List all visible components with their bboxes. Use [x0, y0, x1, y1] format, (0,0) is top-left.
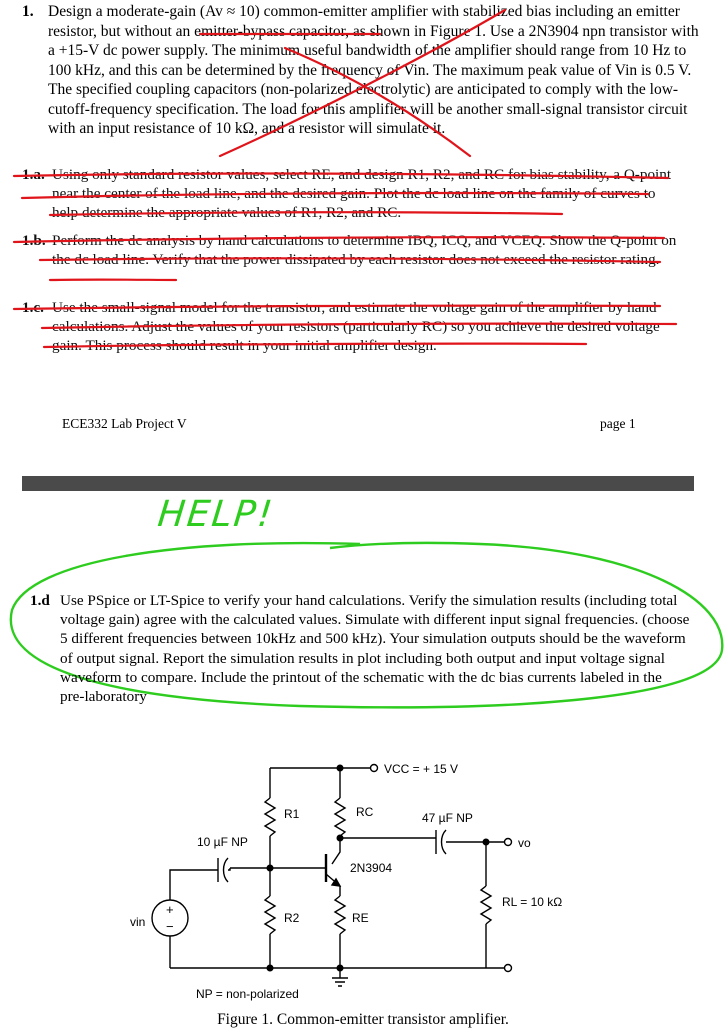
r2-resistor	[265, 896, 275, 934]
cout-right-plate	[442, 830, 447, 854]
subpart-1c-text: Use the small-signal model for the transistor, and estimate the voltage gain of the amplifier by hand calculations. Adjust the values of your resistors (particularly RC) so you achieve the desired voltage gain. This process should result in your initial amplifier design.	[52, 299, 660, 354]
rc-label: RC	[356, 805, 374, 819]
vcc-terminal	[371, 765, 378, 772]
red-strike-1b-line2	[40, 258, 660, 262]
help-handwritten-note: HELP!	[155, 494, 277, 535]
subpart-1d	[30, 591, 690, 706]
figure-caption: Figure 1. Common-emitter transistor amplifier.	[217, 1011, 509, 1028]
rl-label: RL = 10 kΩ	[502, 895, 563, 909]
subpart-1a-label: 1.a.	[22, 166, 45, 183]
node-output	[483, 839, 490, 846]
subpart-1d-text: Use PSpice or LT-Spice to verify your hand calculations. Verify the simulation results (including total voltage gain) agree with the calculated values. Simulate with different input signal frequencies. (choose 5 different frequencies between 10kHz and 500 kHz). Your simulation outputs should be the waveform of output signal. Report the simulation results in plot including both output and input voltage signal waveform to compare. Include the printout of the schematic with the dc bias currents labeled in the pre-laboratory	[60, 592, 690, 706]
node-gnd-r2	[267, 965, 274, 972]
red-strike-1b-line1	[14, 237, 664, 242]
source-minus: −	[166, 919, 174, 934]
red-strike-1a-line3	[50, 212, 562, 215]
r1-resistor	[265, 798, 275, 836]
subpart-1b-label: 1.b.	[22, 232, 46, 249]
red-x-stroke-1	[220, 10, 505, 156]
vo-terminal	[505, 839, 512, 846]
r1-label: R1	[284, 807, 300, 821]
amplifier-schematic	[0, 750, 726, 1010]
subpart-1c-label: 1.c.	[22, 299, 44, 316]
red-strike-1a-line2	[22, 193, 648, 198]
red-strike-1c-line2	[42, 324, 676, 328]
node-vcc-r1	[337, 765, 344, 772]
rl-resistor	[481, 886, 491, 924]
problem-number: 1.	[22, 3, 34, 20]
vo-label: vo	[518, 836, 531, 850]
r2-label: R2	[284, 911, 300, 925]
cout-label: 47 µF NP	[422, 811, 473, 825]
node-base	[267, 865, 274, 872]
page-divider	[22, 476, 694, 491]
vcc-label: VCC = + 15 V	[384, 762, 459, 776]
source-plus: +	[166, 902, 174, 917]
ground-terminal	[505, 965, 512, 972]
re-label: RE	[352, 911, 369, 925]
subpart-1b-text: Perform the dc analysis by hand calculations to determine IBQ, ICQ, and VCEQ. Show the Q-point on the dc load line. Verify that the power dissipated by each resistor does not exceed the resistor rating.	[52, 232, 677, 268]
red-strike-1a-line1	[14, 174, 668, 178]
red-x-stroke-2	[285, 48, 470, 156]
ground-symbol	[332, 978, 348, 986]
np-note: NP = non-polarized	[196, 987, 299, 1001]
footer-page: page 1	[600, 416, 636, 431]
node-collector	[337, 835, 344, 842]
subpart-1a-text: Using only standard resistor values, select RE, and design R1, R2, and RC for bias stability, a Q-point near the center of the load line, and the desired gain. Plot the dc load line on the family of curves to help determine the appropriate values of R1, R2, and RC.	[52, 166, 672, 221]
red-strike-1c-line1	[14, 306, 660, 309]
cin-wire-left	[170, 870, 218, 900]
vin-label: vin	[130, 915, 146, 929]
problem-1-text: Design a moderate-gain (Av ≈ 10) common-emitter amplifier with stabilized bias including an emitter resistor, but without an emitter-bypass capacitor, as shown in Figure 1. Use a 2N3904 npn transistor with a +15-V dc power supply. The minimum useful bandwidth of the amplifier should range from 10 Hz to 100 kHz, and this can be determined by the frequency of Vin. The maximum peak value of Vin is 0.5 V. The specified coupling capacitors (non-polarized electrolytic) are anticipated to comply with the low-cutoff-frequency specification. The load for this amplifier will be another small-signal transistor circuit with an input resistance of 10 kΩ, and a resistor will simulate it.	[48, 3, 699, 137]
cin-label: 10 µF NP	[197, 835, 248, 849]
re-resistor	[335, 896, 345, 934]
rc-resistor	[335, 798, 345, 836]
red-strike-1c-line3	[44, 344, 586, 347]
subpart-1d-label: 1.d	[30, 592, 50, 609]
node-gnd-re	[337, 965, 344, 972]
cin-wire-right	[228, 868, 230, 870]
red-strike-annotations	[0, 0, 726, 360]
footer-course: ECE332 Lab Project V	[62, 416, 187, 431]
cin-right-plate	[224, 858, 229, 882]
transistor-label: 2N3904	[350, 861, 393, 875]
